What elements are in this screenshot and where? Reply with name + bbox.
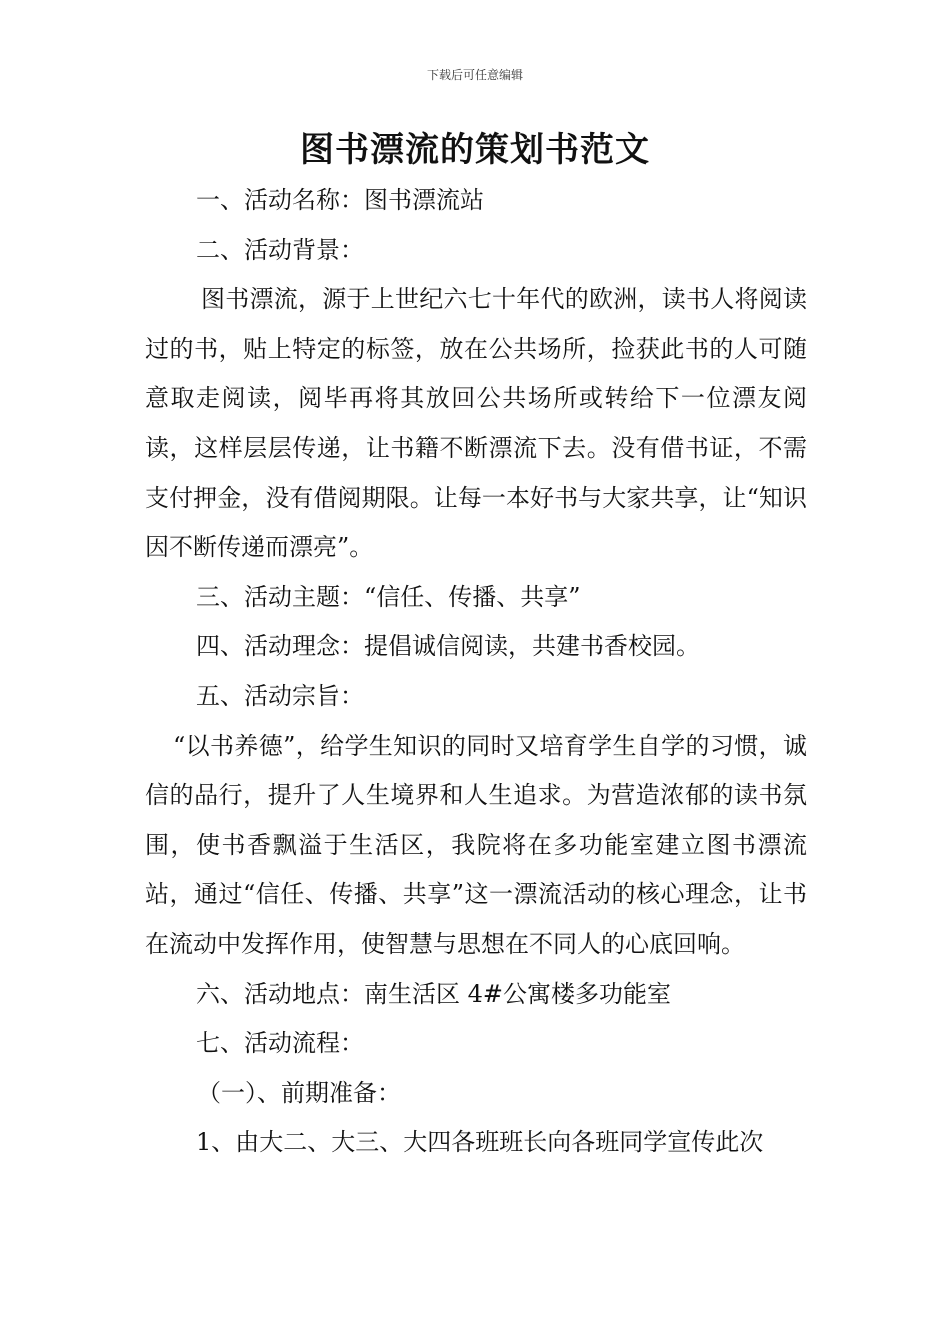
section-background-heading: 二、活动背景： — [196, 235, 364, 264]
section-purpose-heading: 五、活动宗旨： — [196, 681, 364, 710]
section-concept: 四、活动理念：提倡诚信阅读，共建书香校园。 — [196, 632, 700, 661]
section-activity-name: 一、活动名称：图书漂流站 — [196, 186, 484, 214]
subsection-preparation: （一）、前期准备： — [197, 1078, 401, 1107]
header-note: 下载后可任意编辑 — [426, 68, 523, 82]
preparation-item-1: 1、由大二、大三、大四各班班长向各班同学宣传此次 — [196, 1128, 764, 1157]
background-paragraph: 图书漂流，源于上世纪六七十年代的欧洲，读书人将阅读过的书，贴上特定的标签，放在公共场所，捡获此书的人可随意取走阅读，阅毕再将其放回公共场所或转给下一位漂友阅读，这样层层传递，让书籍不断漂流下去。没有借书证，不需支付押金，没有借阅期限。让每一本好书与大家共享，让“知识因不断传递而漂亮”。 — [145, 285, 807, 562]
section-location: 六、活动地点：南生活区 4#公寓楼多功能室 — [196, 979, 672, 1008]
section-process-heading: 七、活动流程： — [196, 1029, 364, 1058]
purpose-paragraph: “以书养德”，给学生知识的同时又培育学生自学的习惯，诚信的品行，提升了人生境界和人生追求。为营造浓郁的读书氛围，使书香飘溢于生活区，我院将在多功能室建立图书漂流站，通过“信任、传播、共享”这一漂流活动的核心理念，让书在流动中发挥作用，使智慧与思想在不同人的心底回响。 — [145, 731, 807, 958]
document-title: 图书漂流的策划书范文 — [300, 130, 650, 170]
document-body — [145, 176, 807, 1168]
section-theme: 三、活动主题：“信任、传播、共享” — [196, 582, 581, 611]
